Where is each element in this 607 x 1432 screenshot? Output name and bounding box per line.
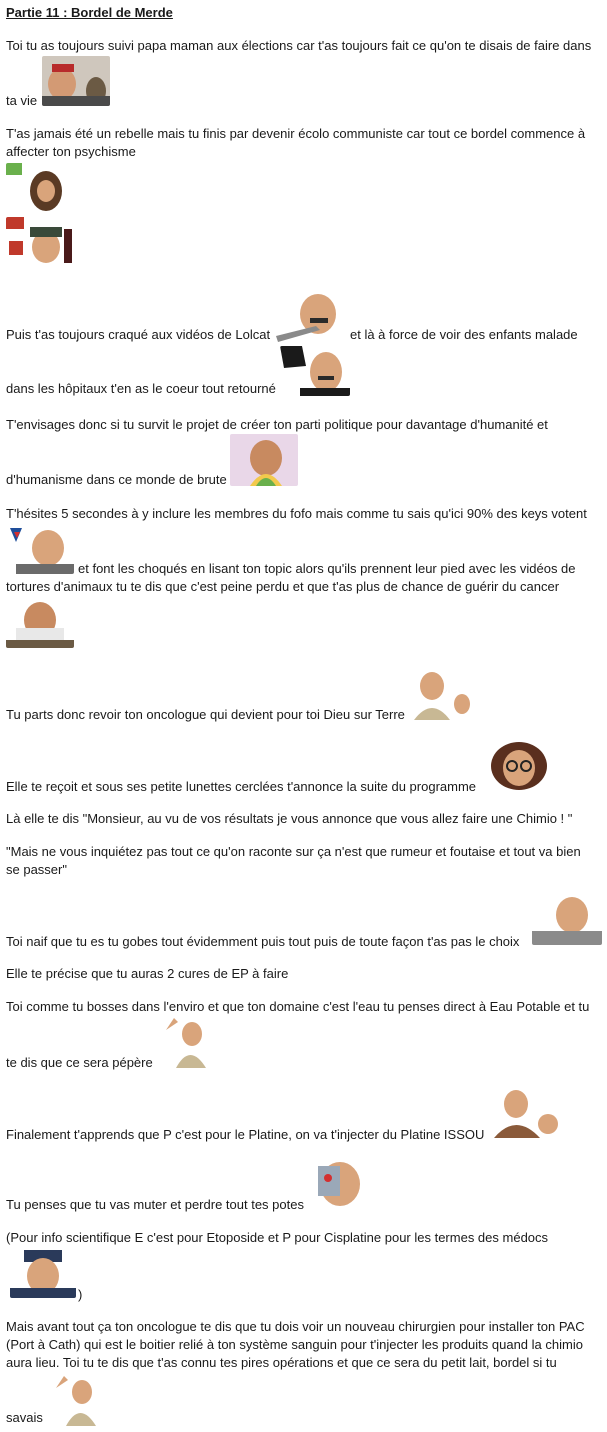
sticker-image xyxy=(308,1158,378,1210)
text-line: Là elle te dis "Monsieur, au vu de vos résultats je vous annonce que vous allez faire une Chimio ! " xyxy=(6,811,573,826)
text-line: Toi tu as toujours suivi papa maman aux élections car t'as toujours fait ce qu'on te disais de faire dans xyxy=(6,38,592,53)
text-line: Toi comme tu bosses dans l'enviro et que ton domaine c'est l'eau tu penses direct à Eau Potable et tu xyxy=(6,999,590,1014)
text-line: Finalement t'apprends que P c'est pour le Platine, on va t'injecter du Platine ISSOU xyxy=(6,1127,485,1142)
sticker-image xyxy=(162,1016,214,1068)
text-line: T'hésites 5 secondes à y inclure les membres du fofo mais comme tu sais qu'ici 90% des keys votent xyxy=(6,506,587,521)
text-line: affecter ton psychisme xyxy=(6,144,136,159)
sticker-image xyxy=(230,434,298,486)
sticker-image xyxy=(408,668,474,720)
sticker-image xyxy=(6,524,74,574)
sticker-image xyxy=(52,1374,104,1426)
text-line: Elle te reçoit et sous ses petite lunettes cerclées t'annonce la suite du programme xyxy=(6,779,477,794)
text-line: Mais avant tout ça ton oncologue te dis que tu dois voir un nouveau chirurgien pour installer ton PAC xyxy=(6,1319,585,1334)
text-line: se passer" xyxy=(6,862,67,877)
sticker-image xyxy=(42,56,110,106)
sticker-image xyxy=(532,893,602,945)
text-line: Tu parts donc revoir ton oncologue qui devient pour toi Dieu sur Terre xyxy=(6,707,405,722)
text-line: T'as jamais été un rebelle mais tu finis par devenir écolo communiste car tout ce bordel commence à xyxy=(6,126,586,141)
text-line: tortures d'animaux tu te dis que c'est peine perdu et que t'as plus de chance de guérir du cancer xyxy=(6,579,560,594)
text-line: aura lieu. Toi tu te dis que t'as connu tes pires opérations et que ce sera du petit lait, bordel si tu xyxy=(6,1355,557,1370)
text-line: ta vie xyxy=(6,93,38,108)
sticker-image xyxy=(490,1086,560,1138)
sticker-image xyxy=(10,1248,76,1298)
text-line: ) xyxy=(78,1287,83,1302)
sticker-image xyxy=(6,163,74,213)
text-line: (Port à Cath) qui est le boitier relié à ton système sanguin pour t'injecter les produits quand la chimio xyxy=(6,1337,583,1352)
text-line: Tu penses que tu vas muter et perdre tout tes potes xyxy=(6,1197,304,1212)
text-line: dans les hôpitaux t'en as le coeur tout retourné xyxy=(6,381,276,396)
text-line: Puis t'as toujours craqué aux vidéos de Lolcat xyxy=(6,327,271,342)
sticker-image xyxy=(6,598,74,648)
text-line: et font les choqués en lisant ton topic alors qu'ils prennent leur pied avec les vidéos de xyxy=(78,561,576,576)
text-line: et là à force de voir des enfants malade xyxy=(350,327,578,342)
text-line: Elle te précise que tu auras 2 cures de EP à faire xyxy=(6,966,289,981)
sticker-image xyxy=(276,290,346,342)
sticker-image xyxy=(6,217,74,269)
text-line: d'humanisme dans ce monde de brute xyxy=(6,472,227,487)
sticker-image xyxy=(280,346,350,396)
text-line: Toi naif que tu es tu gobes tout évidemment puis tout puis de toute façon t'as pas le choix xyxy=(6,934,520,949)
page-title: Partie 11 : Bordel de Merde xyxy=(6,5,173,20)
text-line: "Mais ne vous inquiétez pas tout ce qu'on raconte sur ça n'est que rumeur et foutaise et tout va bien xyxy=(6,844,581,859)
text-line: savais xyxy=(6,1410,43,1425)
text-line: (Pour info scientifique E c'est pour Etoposide et P pour Cisplatine pour les termes des médocs xyxy=(6,1230,549,1245)
sticker-image xyxy=(484,740,554,790)
text-line: T'envisages donc si tu survit le projet de créer ton parti politique pour davantage d'humanité et xyxy=(6,417,548,432)
text-line: te dis que ce sera pépère xyxy=(6,1055,153,1070)
